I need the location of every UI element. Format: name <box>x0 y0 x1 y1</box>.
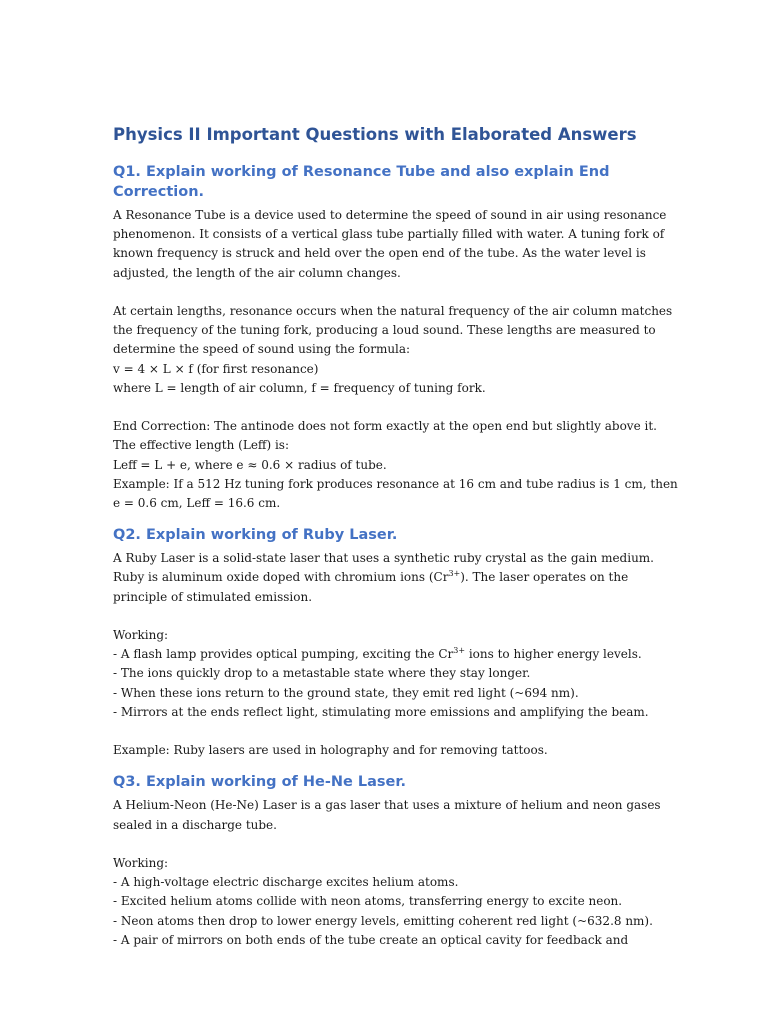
list-item: - Mirrors at the ends reflect light, stimulating more emissions and amplifying the beam. <box>113 704 649 719</box>
paragraph-line: At certain lengths, resonance occurs when the natural frequency of the air column matches <box>113 304 673 318</box>
list-item: - When these ions return to the ground state, they emit red light (~694 nm). <box>113 685 579 700</box>
formula-line: Leff = L + e, where e ≈ 0.6 × radius of tube. <box>113 457 387 472</box>
list-item <box>113 645 653 664</box>
blank-line <box>113 835 653 854</box>
paragraph-line: The effective length (Leff) is: <box>113 438 289 453</box>
text-segment: Ruby is aluminum oxide doped with chromium ions (Cr <box>113 570 449 585</box>
question-1-answer <box>113 206 678 513</box>
paragraph-line: End Correction: The antinode does not form exactly at the open end but slightly above it. <box>113 419 657 434</box>
superscript: 3+ <box>453 646 466 656</box>
text-segment: ). The laser operates on the <box>460 570 629 585</box>
paragraph-line: A Resonance Tube is a device used to determine the speed of sound in air using resonance <box>113 208 667 222</box>
paragraph-line: A Helium-Neon (He-Ne) Laser is a gas laser that uses a mixture of helium and neon gases <box>113 798 661 813</box>
list-item: - Excited helium atoms collide with neon atoms, transferring energy to excite neon. <box>113 894 623 909</box>
question-3-answer <box>113 796 661 950</box>
list-item: - Neon atoms then drop to lower energy levels, emitting coherent red light (~632.8 nm). <box>113 913 653 928</box>
list-item: - A pair of mirrors on both ends of the tube create an optical cavity for feedback and <box>113 932 629 947</box>
blank-line <box>113 722 653 741</box>
list-item: - The ions quickly drop to a metastable state where they stay longer. <box>113 666 531 681</box>
example-line: Example: Ruby lasers are used in holography and for removing tattoos. <box>113 743 548 758</box>
paragraph-line: where L = length of air column, f = frequency of tuning fork. <box>113 380 486 395</box>
blank-line <box>113 398 653 417</box>
paragraph-line: sealed in a discharge tube. <box>113 817 277 832</box>
blank-line <box>113 283 653 302</box>
working-label: Working: <box>113 856 169 871</box>
superscript: 3+ <box>448 569 461 579</box>
question-2-heading: Q2. Explain working of Ruby Laser. <box>113 527 398 544</box>
paragraph-line: A Ruby Laser is a solid-state laser that uses a synthetic ruby crystal as the gain medium. <box>113 551 654 566</box>
text-segment: - A flash lamp provides optical pumping, exciting the Cr <box>113 647 454 662</box>
document-title: Physics II Important Questions with Elaborated Answers <box>113 125 637 144</box>
blank-line <box>113 607 653 626</box>
paragraph-line: phenomenon. It consists of a vertical glass tube partially filled with water. A tuning fork of <box>113 227 665 242</box>
paragraph-line: adjusted, the length of the air column changes. <box>113 265 401 280</box>
paragraph-line: the frequency of the tuning fork, producing a loud sound. These lengths are measured to <box>113 323 656 338</box>
paragraph-line: determine the speed of sound using the formula: <box>113 342 411 357</box>
paragraph-line: Example: If a 512 Hz tuning fork produces resonance at 16 cm and tube radius is 1 cm, then <box>113 476 678 491</box>
question-1-heading: Q1. Explain working of Resonance Tube and also explain End Correction. <box>113 164 610 200</box>
question-3-heading: Q3. Explain working of He-Ne Laser. <box>113 774 406 791</box>
formula-line: v = 4 × L × f (for first resonance) <box>113 361 319 376</box>
paragraph-line: principle of stimulated emission. <box>113 589 313 604</box>
paragraph-line: e = 0.6 cm, Leff = 16.6 cm. <box>113 496 281 511</box>
working-label: Working: <box>113 628 169 643</box>
document-body <box>113 124 678 950</box>
question-2-answer <box>113 549 653 760</box>
paragraph-line <box>113 568 653 587</box>
list-item: - A high-voltage electric discharge excites helium atoms. <box>113 875 459 890</box>
text-segment: ions to higher energy levels. <box>465 647 642 662</box>
paragraph-line: known frequency is struck and held over the open end of the tube. As the water level is <box>113 246 646 261</box>
